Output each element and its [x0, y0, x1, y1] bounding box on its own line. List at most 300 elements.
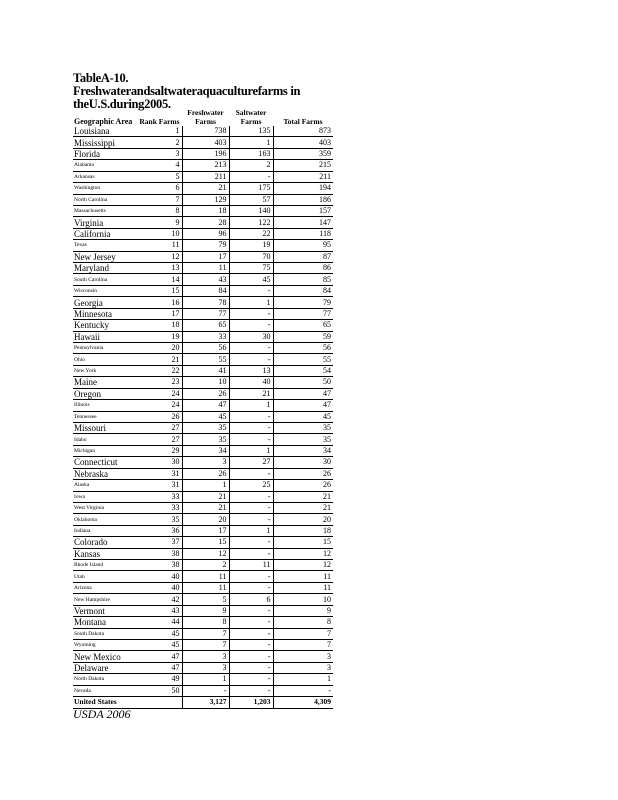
cell-rank: 31: [137, 480, 182, 491]
cell-geographic-area: New Jersey: [73, 251, 137, 262]
cell-rank: 9: [137, 217, 182, 228]
cell-geographic-area: California: [73, 228, 137, 239]
cell-geographic-area: Maine: [73, 377, 137, 388]
cell-total: 18: [273, 525, 333, 536]
cell-rank: 16: [137, 297, 182, 308]
cell-freshwater: 55: [182, 354, 229, 365]
cell-freshwater: 20: [182, 514, 229, 525]
table-row: [73, 582, 333, 593]
cell-freshwater: 5: [182, 594, 229, 605]
table-row: [73, 354, 333, 365]
cell-saltwater: 19: [229, 240, 273, 251]
cell-saltwater: -: [229, 537, 273, 548]
cell-geographic-area: Colorado: [73, 537, 137, 548]
cell-rank: 40: [137, 571, 182, 582]
cell-rank: 47: [137, 662, 182, 673]
cell-freshwater: 33: [182, 331, 229, 342]
cell-rank: 33: [137, 502, 182, 513]
cell-rank: 4: [137, 160, 182, 171]
cell-freshwater: 96: [182, 228, 229, 239]
table-row: [73, 331, 333, 342]
cell-saltwater: 1: [229, 137, 273, 148]
cell-rank: 7: [137, 194, 182, 205]
cell-geographic-area: Georgia: [73, 297, 137, 308]
cell-saltwater: -: [229, 548, 273, 559]
table-row: [73, 126, 333, 137]
cell-geographic-area: Virginia: [73, 217, 137, 228]
header-rank-farms: Rank Farms: [139, 117, 180, 126]
cell-rank: 23: [137, 377, 182, 388]
table-row: [73, 411, 333, 422]
cell-saltwater: 2: [229, 160, 273, 171]
cell-saltwater: -: [229, 617, 273, 628]
cell-total: 194: [273, 183, 333, 194]
cell-saltwater: 22: [229, 228, 273, 239]
cell-freshwater: 28: [182, 217, 229, 228]
cell-geographic-area: Texas: [73, 240, 137, 251]
table-row: [73, 639, 333, 650]
cell-saltwater: -: [229, 639, 273, 650]
cell-total: 8: [273, 617, 333, 628]
cell-rank: 26: [137, 411, 182, 422]
cell-freshwater: 26: [182, 388, 229, 399]
cell-total: 50: [273, 377, 333, 388]
cell-geographic-area: Connecticut: [73, 457, 137, 468]
table-row: [73, 137, 333, 148]
cell-geographic-area: Minnesota: [73, 308, 137, 319]
table-row: [73, 571, 333, 582]
aquaculture-table: [73, 104, 333, 709]
table-row: [73, 263, 333, 274]
cell-total: 30: [273, 457, 333, 468]
cell-geographic-area: Massachusetts: [73, 205, 137, 216]
cell-saltwater: 45: [229, 274, 273, 285]
cell-rank: 5: [137, 171, 182, 182]
cell-freshwater: 17: [182, 525, 229, 536]
table-row: [73, 685, 333, 696]
cell-total: -: [273, 685, 333, 696]
total-area: United States: [73, 697, 137, 708]
cell-geographic-area: South Carolina: [73, 274, 137, 285]
cell-geographic-area: New York: [73, 365, 137, 376]
cell-freshwater: 43: [182, 274, 229, 285]
cell-total: 55: [273, 354, 333, 365]
cell-geographic-area: Indiana: [73, 525, 137, 536]
cell-freshwater: 7: [182, 628, 229, 639]
cell-saltwater: 1: [229, 525, 273, 536]
table-body: [73, 126, 333, 697]
cell-saltwater: -: [229, 285, 273, 296]
cell-freshwater: 11: [182, 571, 229, 582]
cell-freshwater: 41: [182, 365, 229, 376]
cell-geographic-area: Idaho: [73, 434, 137, 445]
cell-geographic-area: Kentucky: [73, 320, 137, 331]
cell-total: 95: [273, 240, 333, 251]
cell-saltwater: -: [229, 571, 273, 582]
cell-freshwater: 79: [182, 240, 229, 251]
cell-saltwater: 11: [229, 560, 273, 571]
cell-total: 11: [273, 582, 333, 593]
cell-saltwater: -: [229, 434, 273, 445]
table-row: [73, 251, 333, 262]
cell-freshwater: 11: [182, 582, 229, 593]
table-row: [73, 617, 333, 628]
cell-rank: 2: [137, 137, 182, 148]
cell-total: 359: [273, 148, 333, 159]
cell-geographic-area: New Mexico: [73, 651, 137, 662]
cell-rank: 24: [137, 400, 182, 411]
cell-total: 11: [273, 571, 333, 582]
cell-saltwater: -: [229, 514, 273, 525]
cell-saltwater: 75: [229, 263, 273, 274]
cell-geographic-area: Arkansas: [73, 171, 137, 182]
cell-rank: 6: [137, 183, 182, 194]
total-total: 4,309: [273, 697, 333, 708]
cell-saltwater: 30: [229, 331, 273, 342]
cell-total: 59: [273, 331, 333, 342]
table-row: [73, 160, 333, 171]
cell-freshwater: 21: [182, 491, 229, 502]
table-row: [73, 274, 333, 285]
cell-geographic-area: North Carolina: [73, 194, 137, 205]
cell-saltwater: -: [229, 582, 273, 593]
cell-saltwater: 135: [229, 126, 273, 137]
cell-freshwater: -: [182, 685, 229, 696]
cell-geographic-area: Utah: [73, 571, 137, 582]
cell-total: 21: [273, 491, 333, 502]
cell-geographic-area: West Virginia: [73, 502, 137, 513]
cell-geographic-area: Alabama: [73, 160, 137, 171]
cell-rank: 13: [137, 263, 182, 274]
cell-rank: 10: [137, 228, 182, 239]
cell-rank: 38: [137, 548, 182, 559]
table-row: [73, 502, 333, 513]
cell-geographic-area: South Dakota: [73, 628, 137, 639]
header-geographic-area: Geographic Area: [74, 117, 133, 126]
cell-saltwater: 1: [229, 445, 273, 456]
cell-geographic-area: Oklahoma: [73, 514, 137, 525]
table-row: [73, 365, 333, 376]
cell-geographic-area: North Dakota: [73, 674, 137, 685]
cell-freshwater: 21: [182, 183, 229, 194]
cell-freshwater: 17: [182, 251, 229, 262]
cell-rank: 3: [137, 148, 182, 159]
cell-freshwater: 45: [182, 411, 229, 422]
table-row: [73, 285, 333, 296]
cell-freshwater: 3: [182, 457, 229, 468]
cell-freshwater: 211: [182, 171, 229, 182]
table-row: [73, 662, 333, 673]
cell-saltwater: 25: [229, 480, 273, 491]
cell-rank: 1: [137, 126, 182, 137]
cell-total: 873: [273, 126, 333, 137]
cell-total: 35: [273, 434, 333, 445]
cell-saltwater: 1: [229, 297, 273, 308]
cell-geographic-area: Arizona: [73, 582, 137, 593]
table-row: [73, 594, 333, 605]
table-row: [73, 308, 333, 319]
cell-saltwater: 70: [229, 251, 273, 262]
table-row: [73, 548, 333, 559]
table-row: [73, 297, 333, 308]
cell-total: 84: [273, 285, 333, 296]
cell-rank: 20: [137, 343, 182, 354]
cell-freshwater: 18: [182, 205, 229, 216]
cell-total: 21: [273, 502, 333, 513]
cell-saltwater: -: [229, 320, 273, 331]
cell-total: 157: [273, 205, 333, 216]
cell-freshwater: 47: [182, 400, 229, 411]
cell-rank: 14: [137, 274, 182, 285]
cell-saltwater: 27: [229, 457, 273, 468]
cell-rank: 8: [137, 205, 182, 216]
cell-saltwater: -: [229, 308, 273, 319]
cell-freshwater: 213: [182, 160, 229, 171]
header-freshwater-farms: Freshwater Farms: [187, 108, 224, 126]
cell-saltwater: -: [229, 628, 273, 639]
total-saltwater: 1,203: [229, 697, 273, 708]
total-freshwater: 3,127: [182, 697, 229, 708]
cell-rank: 44: [137, 617, 182, 628]
cell-total: 85: [273, 274, 333, 285]
cell-geographic-area: New Hampshire: [73, 594, 137, 605]
cell-freshwater: 77: [182, 308, 229, 319]
cell-geographic-area: Nevada: [73, 685, 137, 696]
cell-total: 10: [273, 594, 333, 605]
cell-total: 1: [273, 674, 333, 685]
table-row: [73, 480, 333, 491]
cell-saltwater: -: [229, 422, 273, 433]
table-row: [73, 148, 333, 159]
cell-rank: 30: [137, 457, 182, 468]
cell-geographic-area: Tennessee: [73, 411, 137, 422]
cell-total: 7: [273, 639, 333, 650]
cell-freshwater: 12: [182, 548, 229, 559]
cell-freshwater: 15: [182, 537, 229, 548]
cell-total: 215: [273, 160, 333, 171]
cell-saltwater: -: [229, 354, 273, 365]
cell-total: 7: [273, 628, 333, 639]
cell-geographic-area: Montana: [73, 617, 137, 628]
cell-rank: 42: [137, 594, 182, 605]
cell-total: 9: [273, 605, 333, 616]
table-row: [73, 400, 333, 411]
table-row: [73, 194, 333, 205]
cell-saltwater: -: [229, 674, 273, 685]
cell-freshwater: 2: [182, 560, 229, 571]
cell-freshwater: 84: [182, 285, 229, 296]
cell-geographic-area: Vermont: [73, 605, 137, 616]
cell-rank: 19: [137, 331, 182, 342]
table-row: [73, 422, 333, 433]
table-row: [73, 628, 333, 639]
cell-freshwater: 65: [182, 320, 229, 331]
cell-rank: 45: [137, 628, 182, 639]
cell-saltwater: -: [229, 685, 273, 696]
cell-total: 26: [273, 468, 333, 479]
cell-freshwater: 9: [182, 605, 229, 616]
cell-rank: 22: [137, 365, 182, 376]
cell-saltwater: -: [229, 411, 273, 422]
cell-saltwater: 40: [229, 377, 273, 388]
cell-geographic-area: Mississippi: [73, 137, 137, 148]
table-row: [73, 491, 333, 502]
cell-geographic-area: Rhode Island: [73, 560, 137, 571]
cell-total: 56: [273, 343, 333, 354]
table-row: [73, 343, 333, 354]
cell-saltwater: -: [229, 343, 273, 354]
cell-freshwater: 26: [182, 468, 229, 479]
cell-geographic-area: Maryland: [73, 263, 137, 274]
cell-saltwater: -: [229, 662, 273, 673]
cell-saltwater: -: [229, 171, 273, 182]
cell-rank: 31: [137, 468, 182, 479]
table-row: [73, 434, 333, 445]
source-note: USDA 2006: [73, 707, 131, 721]
table-row: [73, 525, 333, 536]
cell-rank: 49: [137, 674, 182, 685]
cell-saltwater: 57: [229, 194, 273, 205]
cell-rank: 37: [137, 537, 182, 548]
cell-saltwater: 175: [229, 183, 273, 194]
cell-freshwater: 3: [182, 651, 229, 662]
cell-freshwater: 1: [182, 480, 229, 491]
cell-freshwater: 403: [182, 137, 229, 148]
cell-saltwater: -: [229, 468, 273, 479]
cell-saltwater: 6: [229, 594, 273, 605]
cell-geographic-area: Pennsylvania: [73, 343, 137, 354]
cell-freshwater: 78: [182, 297, 229, 308]
cell-total: 54: [273, 365, 333, 376]
cell-total: 79: [273, 297, 333, 308]
table-row: [73, 217, 333, 228]
cell-freshwater: 35: [182, 434, 229, 445]
cell-saltwater: 140: [229, 205, 273, 216]
cell-rank: 27: [137, 434, 182, 445]
table-header-row: [73, 104, 333, 126]
cell-freshwater: 56: [182, 343, 229, 354]
cell-total: 186: [273, 194, 333, 205]
cell-geographic-area: Washington: [73, 183, 137, 194]
cell-geographic-area: Louisiana: [73, 126, 137, 137]
table-row: [73, 605, 333, 616]
table-row: [73, 457, 333, 468]
cell-rank: 36: [137, 525, 182, 536]
cell-freshwater: 738: [182, 126, 229, 137]
cell-geographic-area: Oregon: [73, 388, 137, 399]
table-row: [73, 183, 333, 194]
cell-rank: 35: [137, 514, 182, 525]
header-total-farms: Total Farms: [283, 117, 323, 126]
table-row: [73, 320, 333, 331]
cell-total: 12: [273, 560, 333, 571]
cell-rank: 24: [137, 388, 182, 399]
cell-saltwater: 122: [229, 217, 273, 228]
total-rank: [137, 697, 182, 708]
cell-geographic-area: Kansas: [73, 548, 137, 559]
table-row: [73, 445, 333, 456]
cell-freshwater: 1: [182, 674, 229, 685]
cell-total: 87: [273, 251, 333, 262]
header-saltwater-farms: Saltwater Farms: [235, 108, 267, 126]
cell-total: 47: [273, 400, 333, 411]
cell-geographic-area: Hawaii: [73, 331, 137, 342]
cell-total: 15: [273, 537, 333, 548]
cell-freshwater: 8: [182, 617, 229, 628]
cell-geographic-area: Illinois: [73, 400, 137, 411]
cell-total: 147: [273, 217, 333, 228]
table-row: [73, 377, 333, 388]
cell-freshwater: 7: [182, 639, 229, 650]
table-row: [73, 514, 333, 525]
cell-freshwater: 34: [182, 445, 229, 456]
cell-geographic-area: Wisconsin: [73, 285, 137, 296]
table-row: [73, 171, 333, 182]
cell-total: 26: [273, 480, 333, 491]
cell-rank: 12: [137, 251, 182, 262]
cell-total: 45: [273, 411, 333, 422]
cell-total: 118: [273, 228, 333, 239]
table-row: [73, 205, 333, 216]
cell-rank: 21: [137, 354, 182, 365]
cell-rank: 45: [137, 639, 182, 650]
cell-total: 20: [273, 514, 333, 525]
cell-total: 403: [273, 137, 333, 148]
cell-total: 3: [273, 651, 333, 662]
cell-total: 34: [273, 445, 333, 456]
cell-total: 12: [273, 548, 333, 559]
cell-total: 65: [273, 320, 333, 331]
cell-total: 211: [273, 171, 333, 182]
cell-geographic-area: Delaware: [73, 662, 137, 673]
cell-rank: 43: [137, 605, 182, 616]
cell-geographic-area: Iowa: [73, 491, 137, 502]
cell-geographic-area: Ohio: [73, 354, 137, 365]
table-row: [73, 228, 333, 239]
cell-geographic-area: Michigan: [73, 445, 137, 456]
cell-total: 3: [273, 662, 333, 673]
cell-saltwater: 21: [229, 388, 273, 399]
table-row: [73, 537, 333, 548]
cell-saltwater: -: [229, 502, 273, 513]
cell-rank: 18: [137, 320, 182, 331]
cell-saltwater: -: [229, 605, 273, 616]
cell-rank: 40: [137, 582, 182, 593]
table-row: [73, 240, 333, 251]
cell-geographic-area: Missouri: [73, 422, 137, 433]
cell-saltwater: 13: [229, 365, 273, 376]
cell-total: 77: [273, 308, 333, 319]
cell-freshwater: 196: [182, 148, 229, 159]
cell-rank: 47: [137, 651, 182, 662]
cell-rank: 29: [137, 445, 182, 456]
cell-freshwater: 21: [182, 502, 229, 513]
cell-rank: 11: [137, 240, 182, 251]
table-row: [73, 388, 333, 399]
cell-saltwater: 163: [229, 148, 273, 159]
cell-rank: 15: [137, 285, 182, 296]
cell-geographic-area: Nebraska: [73, 468, 137, 479]
cell-saltwater: 1: [229, 400, 273, 411]
cell-geographic-area: Florida: [73, 148, 137, 159]
cell-freshwater: 35: [182, 422, 229, 433]
cell-freshwater: 3: [182, 662, 229, 673]
cell-freshwater: 10: [182, 377, 229, 388]
cell-saltwater: -: [229, 651, 273, 662]
cell-rank: 27: [137, 422, 182, 433]
cell-geographic-area: Alaska: [73, 480, 137, 491]
table-row: [73, 674, 333, 685]
